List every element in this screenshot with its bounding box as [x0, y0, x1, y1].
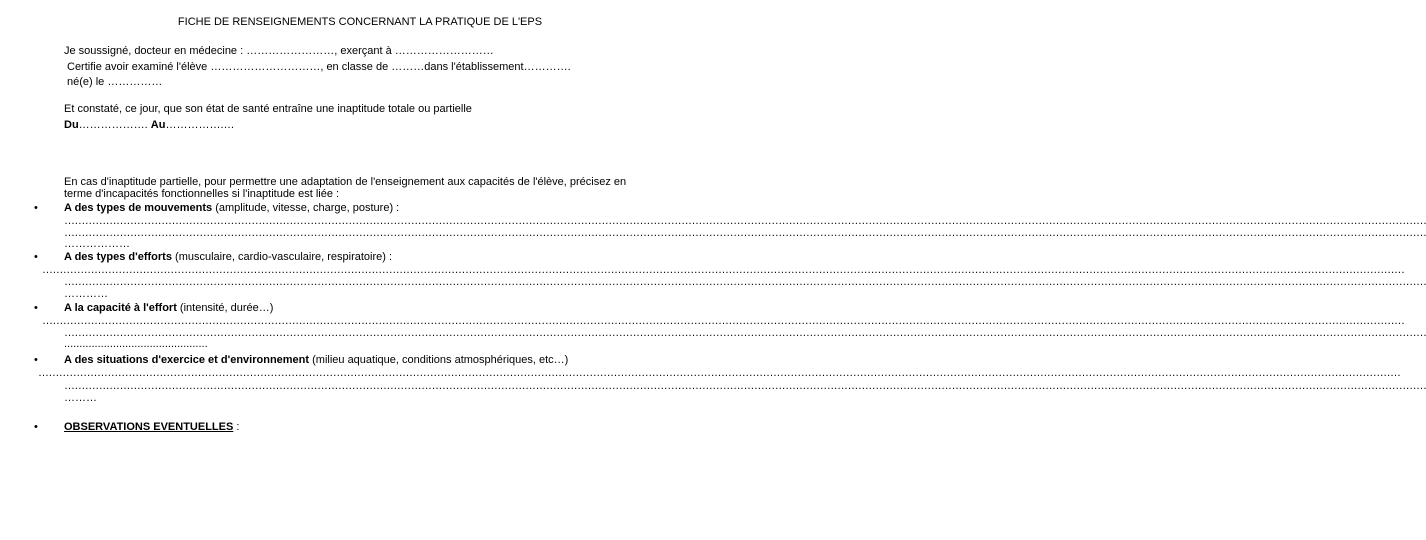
intro-line-doctor: Je soussigné, docteur en médecine : ……………………, exerçant à ………………………	[64, 45, 494, 57]
situations-dots-2: ……………………………………………………………………………………………………………………………………………………………………………………………………………………………………………………………………………………………………………………………………………………………	[64, 380, 1426, 392]
observations-detail: :	[233, 421, 240, 433]
mouvements-dots-3: ………………	[64, 238, 130, 250]
au-label: Au	[150, 119, 166, 131]
capacite-dots-1: ……………………………………………………………………………………………………………………………………………………………………………………………………………………………………………………………………………………………………………………………………………………………	[42, 315, 1405, 327]
efforts-title: A des types d'efforts	[64, 251, 172, 263]
efforts-dots-2: ……………………………………………………………………………………………………………………………………………………………………………………………………………………………………………………………………………………………………………………………………………………………	[64, 276, 1426, 288]
situations-dots-3: ………	[64, 392, 97, 404]
constat-dates	[64, 119, 235, 132]
efforts-detail: (musculaire, cardio-vasculaire, respiratoire) :	[171, 251, 393, 263]
bullet-mouvements: •	[34, 202, 38, 214]
mouvements-dots-2: ……………………………………………………………………………………………………………………………………………………………………………………………………………………………………………………………………………………………………………………………………………………………	[64, 227, 1426, 239]
intro-line-certify: Certifie avoir examiné l'élève …………………………, en classe de ………dans l'établissement………….	[67, 61, 571, 73]
situations-title: A des situations d'exercice et d'environnement	[64, 354, 310, 366]
constat-line: Et constaté, ce jour, que son état de santé entraîne une inaptitude totale ou partielle	[64, 103, 472, 115]
efforts-dots-3: …………	[64, 288, 108, 300]
section-capacite-heading	[64, 302, 273, 315]
capacite-dots-3: ...............................................	[64, 338, 208, 350]
capacite-detail: (intensité, durée…)	[176, 302, 274, 314]
mouvements-title: A des types de mouvements	[64, 202, 213, 214]
observations-title: OBSERVATIONS EVENTUELLES	[64, 421, 234, 433]
capacite-dots-2: ……………………………………………………………………………………………………………………………………………………………………………………………………………………………………………………………………………………………………………………………………………………………	[64, 327, 1426, 339]
section-observations-heading	[64, 421, 239, 434]
section-mouvements-heading	[64, 202, 399, 215]
au-dots: …………….…	[165, 119, 235, 131]
du-label: Du	[64, 119, 79, 131]
capacite-title: A la capacité à l'effort	[64, 302, 177, 314]
efforts-dots-1: ……………………………………………………………………………………………………………………………………………………………………………………………………………………………………………………………………………………………………………………………………………………………	[42, 264, 1405, 276]
du-dots: ……………….	[78, 119, 148, 131]
bullet-capacite: •	[34, 302, 38, 314]
mouvements-dots-1: ……………………………………………………………………………………………………………………………………………………………………………………………………………………………………………………………………………………………………………………………………………………………	[64, 215, 1426, 227]
bullet-observations: •	[34, 421, 38, 433]
intro-line-birthdate: né(e) le ……………	[67, 76, 163, 88]
situations-dots-1: ……………………………………………………………………………………………………………………………………………………………………………………………………………………………………………………………………………………………………………………………………………………………	[38, 367, 1401, 379]
situations-detail: (milieu aquatique, conditions atmosphériques, etc…)	[309, 354, 569, 366]
form-title: FICHE DE RENSEIGNEMENTS CONCERNANT LA PRATIQUE DE L'EPS	[177, 16, 543, 28]
bullet-situations: •	[34, 354, 38, 366]
mouvements-detail: (amplitude, vitesse, charge, posture) :	[212, 202, 400, 214]
partial-line-1: En cas d'inaptitude partielle, pour permettre une adaptation de l'enseignement aux capacités de l'élève, précisez en	[64, 176, 627, 188]
partial-line-2: terme d'incapacités fonctionnelles si l'inaptitude est liée :	[64, 188, 340, 200]
section-efforts-heading	[64, 251, 392, 264]
bullet-efforts: •	[34, 251, 38, 263]
section-situations-heading	[64, 354, 568, 367]
